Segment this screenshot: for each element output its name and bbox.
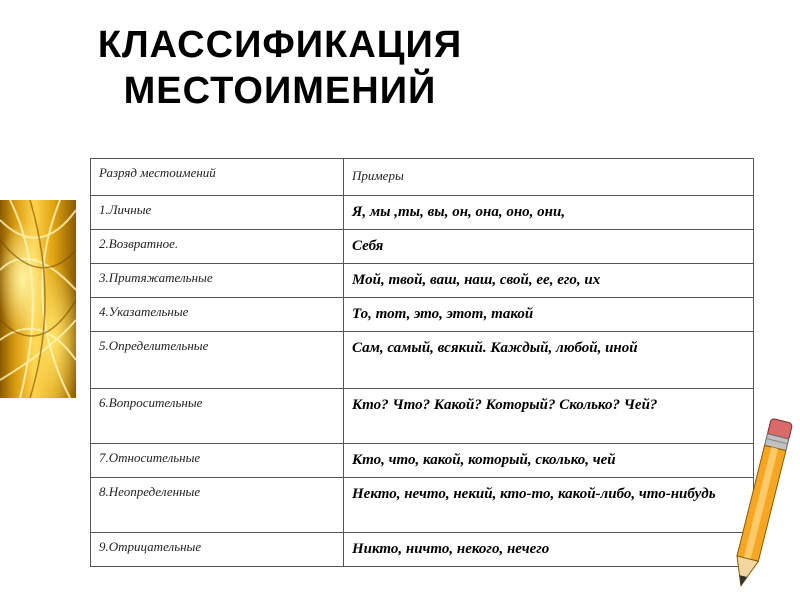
page-title <box>40 22 520 114</box>
row-category: 2.Возвратное. <box>91 230 344 264</box>
row-category: 1.Личные <box>91 196 344 230</box>
table-row <box>91 264 754 298</box>
table-row <box>91 196 754 230</box>
row-examples: Кто? Что? Какой? Который? Сколько? Чей? <box>344 389 754 444</box>
pencil-icon <box>724 412 796 603</box>
row-category: 4.Указательные <box>91 298 344 332</box>
table-row <box>91 533 754 567</box>
row-examples: Себя <box>344 230 754 264</box>
table-row <box>91 298 754 332</box>
row-examples: Сам, самый, всякий. Каждый, любой, иной <box>344 332 754 389</box>
row-category: 7.Относительные <box>91 444 344 478</box>
gold-texture-pattern <box>0 200 76 398</box>
row-category: 5.Определительные <box>91 332 344 389</box>
table-header-row <box>91 159 754 196</box>
header-category: Разряд местоимений <box>91 159 344 196</box>
header-examples: Примеры <box>344 159 754 196</box>
table-row <box>91 389 754 444</box>
row-examples: То, тот, это, этот, такой <box>344 298 754 332</box>
title-line-2: МЕСТОИМЕНИЙ <box>123 70 437 112</box>
row-examples: Мой, твой, ваш, наш, свой, ее, его, их <box>344 264 754 298</box>
gold-texture-bar <box>0 200 76 398</box>
pronoun-classification-table <box>90 158 754 567</box>
row-category: 8.Неопределенные <box>91 478 344 533</box>
row-category: 9.Отрицательные <box>91 533 344 567</box>
row-examples: Некто, нечто, некий, кто-то, какой-либо, что-нибудь <box>344 478 754 533</box>
table-row <box>91 478 754 533</box>
row-examples: Я, мы ,ты, вы, он, она, оно, они, <box>344 196 754 230</box>
table-row <box>91 332 754 389</box>
title-line-1: КЛАССИФИКАЦИЯ <box>97 24 463 66</box>
row-category: 6.Вопросительные <box>91 389 344 444</box>
row-category: 3.Притяжательные <box>91 264 344 298</box>
row-examples: Кто, что, какой, который, сколько, чей <box>344 444 754 478</box>
table-row <box>91 230 754 264</box>
row-examples: Никто, ничто, некого, нечего <box>344 533 754 567</box>
table-row <box>91 444 754 478</box>
